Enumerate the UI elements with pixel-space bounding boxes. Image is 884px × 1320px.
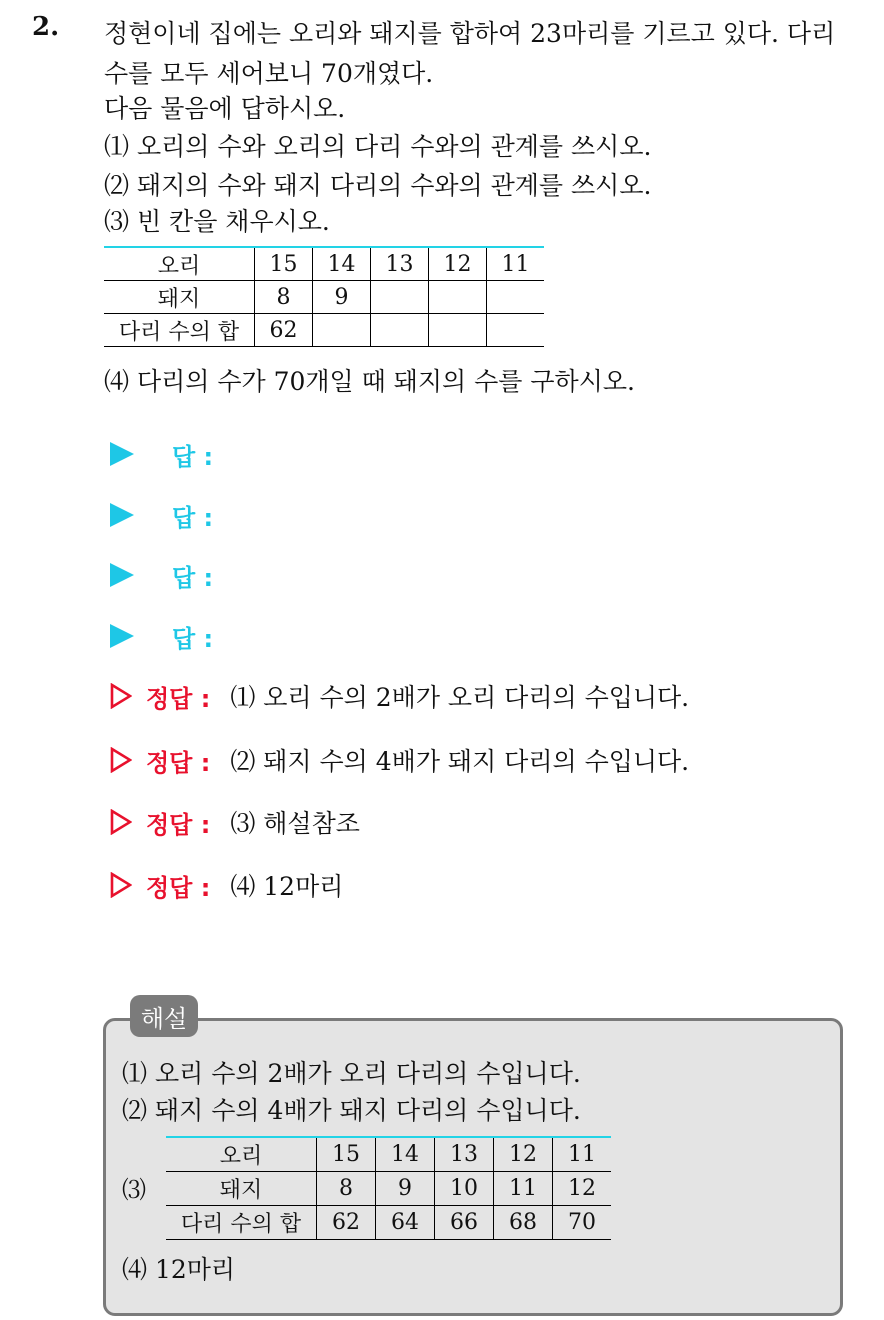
table-cell: 68 bbox=[494, 1206, 553, 1240]
row-label: 오리 bbox=[157, 253, 201, 279]
table-cell: 12 bbox=[494, 1137, 553, 1172]
table-cell: 9 bbox=[313, 281, 371, 314]
solution-label: 정답 : bbox=[146, 748, 211, 777]
explanation-table bbox=[166, 1136, 611, 1240]
outline-triangle-icon bbox=[110, 683, 132, 709]
table-cell bbox=[487, 314, 545, 347]
answer-row-3[interactable] bbox=[110, 558, 213, 592]
explanation-line-2: ⑵ 돼지 수의 4배가 돼지 다리의 수입니다. bbox=[122, 1096, 581, 1125]
solution-row-3 bbox=[110, 804, 360, 840]
answer-label: 답 : bbox=[172, 563, 214, 592]
row-label: 돼지 bbox=[219, 1178, 263, 1203]
outline-triangle-icon bbox=[110, 809, 132, 835]
table-cell: 8 bbox=[255, 281, 313, 314]
outline-triangle-icon bbox=[110, 747, 132, 773]
table-cell: 62 bbox=[317, 1206, 376, 1240]
question-line-3: 다음 물음에 답하시오. bbox=[104, 94, 346, 123]
table-row bbox=[104, 247, 544, 281]
table-row bbox=[166, 1137, 611, 1172]
question-line-2: 수를 모두 세어보니 70개였다. bbox=[104, 59, 434, 88]
explanation-tab: 해설 bbox=[130, 995, 198, 1037]
solution-text: ⑶ 해설참조 bbox=[230, 809, 360, 838]
table-cell: 14 bbox=[376, 1137, 435, 1172]
play-triangle-icon bbox=[110, 442, 134, 466]
table-cell bbox=[371, 281, 429, 314]
solution-row-2 bbox=[110, 742, 689, 778]
table-cell: 62 bbox=[255, 314, 313, 347]
table-cell: 15 bbox=[255, 247, 313, 281]
solution-row-4 bbox=[110, 867, 343, 903]
play-triangle-icon bbox=[110, 503, 134, 527]
answer-row-4[interactable] bbox=[110, 619, 213, 653]
table-cell: 14 bbox=[313, 247, 371, 281]
table-cell: 13 bbox=[371, 247, 429, 281]
table-cell: 64 bbox=[376, 1206, 435, 1240]
answer-row-1[interactable] bbox=[110, 437, 213, 471]
table-row bbox=[104, 281, 544, 314]
explanation-table-label: ⑶ bbox=[122, 1176, 146, 1204]
answer-row-2[interactable] bbox=[110, 498, 213, 532]
solution-label: 정답 : bbox=[146, 873, 211, 902]
solution-row-1 bbox=[110, 678, 689, 714]
table-cell bbox=[371, 314, 429, 347]
table-cell: 10 bbox=[435, 1172, 494, 1206]
table-cell: 12 bbox=[553, 1172, 612, 1206]
solution-label: 정답 : bbox=[146, 810, 211, 839]
solution-text: ⑴ 오리 수의 2배가 오리 다리의 수입니다. bbox=[230, 683, 690, 712]
answer-label: 답 : bbox=[172, 503, 214, 532]
table-cell bbox=[487, 281, 545, 314]
table-row bbox=[166, 1206, 611, 1240]
row-label: 오리 bbox=[219, 1144, 263, 1169]
answer-label: 답 : bbox=[172, 624, 214, 653]
table-cell: 9 bbox=[376, 1172, 435, 1206]
table-cell bbox=[429, 281, 487, 314]
outline-triangle-icon bbox=[110, 872, 132, 898]
row-label: 다리 수의 합 bbox=[118, 319, 240, 345]
subquestion-1: ⑴ 오리의 수와 오리의 다리 수와의 관계를 쓰시오. bbox=[104, 132, 652, 161]
subquestion-4: ⑷ 다리의 수가 70개일 때 돼지의 수를 구하시오. bbox=[104, 367, 635, 396]
table-cell bbox=[429, 314, 487, 347]
table-cell: 70 bbox=[553, 1206, 612, 1240]
explanation-line-4: ⑷ 12마리 bbox=[122, 1255, 236, 1284]
table-cell: 11 bbox=[553, 1137, 612, 1172]
question-number: 2. bbox=[32, 12, 60, 42]
table-cell: 8 bbox=[317, 1172, 376, 1206]
table-cell: 66 bbox=[435, 1206, 494, 1240]
table-cell: 12 bbox=[429, 247, 487, 281]
subquestion-2: ⑵ 돼지의 수와 돼지 다리의 수와의 관계를 쓰시오. bbox=[104, 171, 652, 200]
table-row bbox=[166, 1172, 611, 1206]
table-cell: 11 bbox=[487, 247, 545, 281]
question-line-1: 정현이네 집에는 오리와 돼지를 합하여 23마리를 기르고 있다. 다리 bbox=[104, 19, 836, 48]
question-table bbox=[104, 246, 544, 347]
table-cell: 11 bbox=[494, 1172, 553, 1206]
solution-label: 정답 : bbox=[146, 684, 211, 713]
solution-text: ⑵ 돼지 수의 4배가 돼지 다리의 수입니다. bbox=[230, 747, 690, 776]
answer-label: 답 : bbox=[172, 442, 214, 471]
table-cell bbox=[313, 314, 371, 347]
solution-text: ⑷ 12마리 bbox=[230, 872, 344, 901]
subquestion-3: ⑶ 빈 칸을 채우시오. bbox=[104, 207, 330, 236]
play-triangle-icon bbox=[110, 624, 134, 648]
table-cell: 15 bbox=[317, 1137, 376, 1172]
row-label: 다리 수의 합 bbox=[180, 1212, 302, 1237]
row-label: 돼지 bbox=[157, 286, 201, 312]
play-triangle-icon bbox=[110, 563, 134, 587]
table-row bbox=[104, 314, 544, 347]
explanation-line-1: ⑴ 오리 수의 2배가 오리 다리의 수입니다. bbox=[122, 1059, 581, 1088]
table-cell: 13 bbox=[435, 1137, 494, 1172]
